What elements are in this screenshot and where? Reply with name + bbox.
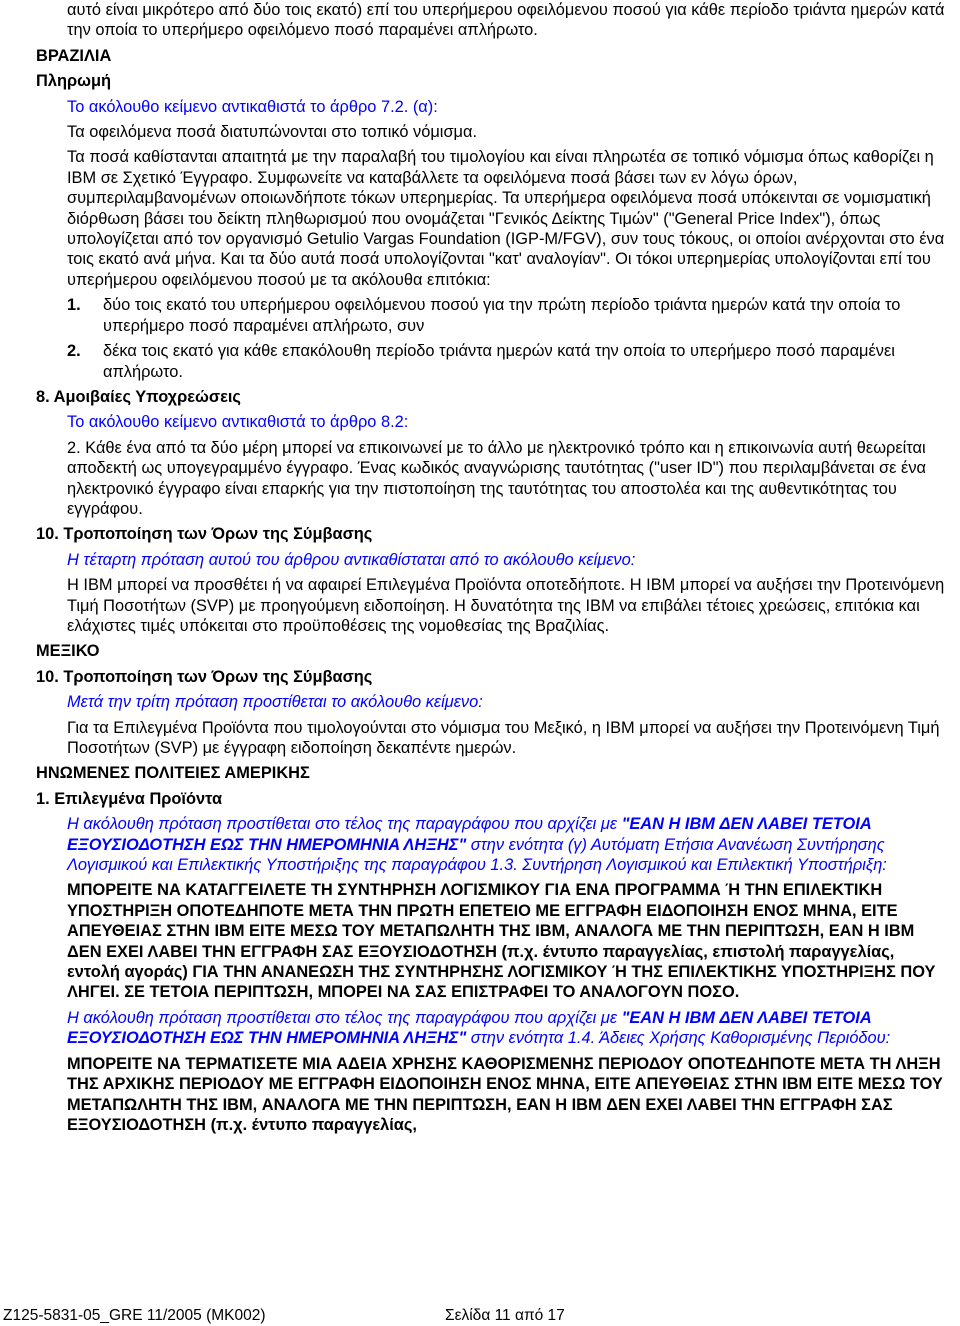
numbered-item	[36, 295, 948, 336]
item-number: 2.	[67, 342, 81, 361]
paragraph: Η IBM μπορεί να προσθέτει ή να αφαιρεί Επιλεγμένα Προϊόντα οποτεδήποτε. Η IBM μπορεί να αυξήσει την Προτεινόμενη Τιμή Ποσοτήτων (SVP) με προηγούμενη ειδοποίηση. Η δυνατότητα της IBM να επιβάλει τέτοιες χρεώσεις, επιτόκια και ελάχιστες τιμές υπόκειται στο προϋποθέσεις της νομοθεσίας της Βραζιλίας.	[67, 576, 945, 635]
document-id: Z125-5831-05_GRE 11/2005 (MK002)	[3, 1307, 266, 1324]
numbered-item	[36, 341, 948, 382]
replacement-note: Το ακόλουθο κείμενο αντικαθιστά το άρθρο 8.2:	[67, 413, 409, 432]
addition-note	[36, 1008, 948, 1049]
note-text: Η ακόλουθη πρόταση προστίθεται στο τέλος της παραγράφου που αρχίζει με	[67, 1008, 622, 1027]
note-text: Η ακόλουθη πρόταση προστίθεται στο τέλος της παραγράφου που αρχίζει με	[67, 815, 622, 834]
item-text: δέκα τοις εκατό για κάθε επακόλουθη περίοδο τριάντα ημερών κατά την οποία το υπερήμερο ποσό παραμένει απλήρωτο.	[103, 342, 895, 381]
note-quote: "ΕΑΝ Η IBM ΔΕΝ ΛΑΒΕΙ ΤΕΤΟΙΑ ΕΞΟΥΣΙΟΔΟΤΗΣΗ ΕΩΣ ΤΗΝ ΗΜΕΡΟΜΗΝΙΑ ΛΗΞΗΣ"	[67, 1008, 872, 1048]
note-text: στην ενότητα (γ) Αυτόματη Ετήσια Ανανέωση Συντήρησης Λογισμικού και Επιλεκτικής Υποστήριξης της παραγράφου 1.3. Συντήρηση Λογισμικού και Επιλεκτική Υποστήριξη:	[67, 835, 887, 875]
country-heading-usa: ΗΝΩΜΕΝΕΣ ΠΟΛΙΤΕΙΕΣ ΑΜΕΡΙΚΗΣ	[36, 764, 310, 783]
addition-note	[36, 814, 948, 875]
replacement-note: Το ακόλουθο κείμενο αντικαθιστά το άρθρο 7.2. (α):	[67, 97, 438, 116]
page-number: Σελίδα 11 από 17	[445, 1307, 565, 1324]
caps-paragraph: ΜΠΟΡΕΙΤΕ ΝΑ ΤΕΡΜΑΤΙΣΕΤΕ ΜΙΑ ΑΔΕΙΑ ΧΡΗΣΗΣ ΚΑΘΟΡΙΣΜΕΝΗΣ ΠΕΡΙΟΔΟΥ ΟΠΟΤΕΔΗΠΟΤΕ ΜΕΤΑ ΤΗ ΛΗΞΗ ΤΗΣ ΑΡΧΙΚΗΣ ΠΕΡΙΟΔΟΥ ΜΕ ΕΓΓΡΑΦΗ ΕΙΔΟΠΟΙΗΣΗ ΕΝΟΣ ΜΗΝΑ, ΕΙΤΕ ΑΠΕΥΘΕΙΑΣ ΣΤΗΝ IBM ΕΙΤΕ ΜΕΣΩ ΤΟΥ ΜΕΤΑΠΩΛΗΤΗ ΤΗΣ IBM, ΑΝΑΛΟΓΑ ΜΕ ΤΗΝ ΠΕΡΙΠΤΩΣΗ, ΕΑΝ Η IBM ΔΕΝ ΕΧΕΙ ΛΑΒΕΙ ΤΗΝ ΕΓΓΡΑΦΗ ΣΑΣ ΕΞΟΥΣΙΟΔΟΤΗΣΗ (π.χ. έντυπο παραγγελίας,	[67, 1054, 943, 1134]
note-quote: "ΕΑΝ Η IBM ΔΕΝ ΛΑΒΕΙ ΤΕΤΟΙΑ ΕΞΟΥΣΙΟΔΟΤΗΣΗ ΕΩΣ ΤΗΝ ΗΜΕΡΟΜΗΝΙΑ ΛΗΞΗΣ"	[67, 815, 872, 854]
item-text: δύο τοις εκατό του υπερήμερου οφειλόμενου ποσού για την πρώτη περίοδο τριάντα ημερών κατά την οποία το υπερήμερο ποσό παραμένει απλήρωτο, συν	[103, 296, 901, 335]
paragraph: Τα οφειλόμενα ποσά διατυπώνονται στο τοπικό νόμισμα.	[67, 123, 478, 142]
addition-note: Μετά την τρίτη πρόταση προστίθεται το ακόλουθο κείμενο:	[67, 693, 483, 712]
section-heading-payment: Πληρωμή	[36, 72, 111, 91]
paragraph: 2. Κάθε ένα από τα δύο μέρη μπορεί να επικοινωνεί με το άλλο με ηλεκτρονικό τρόπο και η επικοινωνία αυτή θεωρείται αποδεκτή ως υπογεγραμμένο έγγραφο. Ένας κωδικός αναγνώρισης ταυτότητας ("user ID") που περιλαμβάνεται σε ένα ηλεκτρονικό έγγραφο είναι επαρκής για την πιστοποίηση της ταυτότητας του αποστολέα και της αυθεντικότητας του εγγράφου.	[67, 438, 927, 518]
page-content	[36, 0, 948, 1140]
paragraph: Τα ποσά καθίστανται απαιτητά με την παραλαβή του τιμολογίου και είναι πληρωτέα σε τοπικό νόμισμα όπως καθορίζει η IBM σε Σχετικό Έγγραφο. Συμφωνείτε να καταβάλλετε τα οφειλόμενα ποσά βάσει των εν λόγω όρων, συμπεριλαμβανομένων οποιωνδήποτε τόκων υπερημερίας. Τα υπερήμερα οφειλόμενα ποσά υπόκεινται σε νομισματική διόρθωση βάσει του δείκτη πληθωρισμού που ονομάζεται "Γενικός Δείκτης Τιμών" ("General Price Index"), όπως υπολογίζεται από τον οργανισμό Getulio Vargas Foundation (IGP-M/FGV), συν τους τόκους, οι οποίοι ανέρχονται στο ένα τοις εκατό ανά μήνα. Και τα δύο αυτά ποσά υπολογίζονται "κατ' αναλογίαν". Οι τόκοι υπερημερίας υπολογίζονται επί του υπερήμερου οφειλόμενου ποσού με τα ακόλουθα επιτόκια:	[67, 148, 945, 289]
country-heading-mexico: ΜΕΞΙΚΟ	[36, 642, 100, 661]
replacement-note: Η τέταρτη πρόταση αυτού του άρθρου αντικαθίσταται από το ακόλουθο κείμενο:	[67, 550, 636, 569]
section-heading-selected-products: 1. Επιλεγμένα Προϊόντα	[36, 789, 223, 808]
section-heading-amendment: 10. Τροποποίηση των Όρων της Σύμβασης	[36, 525, 373, 544]
item-number: 1.	[67, 296, 81, 315]
section-heading-amendment: 10. Τροποποίηση των Όρων της Σύμβασης	[36, 667, 373, 686]
note-text: στην ενότητα 1.4. Άδειες Χρήσης Καθορισμένης Περιόδου:	[466, 1029, 891, 1048]
country-heading-brazil: ΒΡΑΖΙΛΙΑ	[36, 46, 112, 65]
paragraph: Για τα Επιλεγμένα Προϊόντα που τιμολογούνται στο νόμισμα του Μεξικό, η IBM μπορεί να αυξήσει την Προτεινόμενη Τιμή Ποσοτήτων (SVP) με έγγραφη ειδοποίηση δεκαπέντε ημερών.	[67, 718, 940, 757]
section-heading-obligations: 8. Αμοιβαίες Υποχρεώσεις	[36, 387, 241, 406]
intro-paragraph: αυτό είναι μικρότερο από δύο τοις εκατό) επί του υπερήμερου οφειλόμενου ποσού για κάθε περίοδο τριάντα ημερών κατά την οποία το υπερήμερο οφειλόμενο ποσό παραμένει απλήρωτο.	[67, 1, 945, 40]
caps-paragraph: ΜΠΟΡΕΙΤΕ ΝΑ ΚΑΤΑΓΓΕΙΛΕΤΕ ΤΗ ΣΥΝΤΗΡΗΣΗ ΛΟΓΙΣΜΙΚΟΥ ΓΙΑ ΕΝΑ ΠΡΟΓΡΑΜΜΑ Ή ΤΗΝ ΕΠΙΛΕΚΤΙΚΗ ΥΠΟΣΤΗΡΙΞΗ ΟΠΟΤΕΔΗΠΟΤΕ ΜΕΤΑ ΤΗΝ ΠΡΩΤΗ ΕΠΕΤΕΙΟ ΜΕ ΕΓΓΡΑΦΗ ΕΙΔΟΠΟΙΗΣΗ ΕΝΟΣ ΜΗΝΑ, ΕΙΤΕ ΑΠΕΥΘΕΙΑΣ ΣΤΗΝ IBM ΕΙΤΕ ΜΕΣΩ ΤΟΥ ΜΕΤΑΠΩΛΗΤΗ ΤΗΣ IBM, ΑΝΑΛΟΓΑ ΜΕ ΤΗΝ ΠΕΡΙΠΤΩΣΗ, ΕΑΝ Η IBM ΔΕΝ ΕΧΕΙ ΛΑΒΕΙ ΤΗΝ ΕΓΓΡΑΦΗ ΣΑΣ ΕΞΟΥΣΙΟΔΟΤΗΣΗ (π.χ. έντυπο παραγγελίας, επιστολή παραγγελίας, εντολή αγοράς) ΓΙΑ ΤΗΝ ΑΝΑΝΕΩΣΗ ΤΗΣ ΣΥΝΤΗΡΗΣΗΣ ΛΟΓΙΣΜΙΚΟΥ Ή ΤΗΣ ΕΠΙΛΕΚΤΙΚΗΣ ΥΠΟΣΤΗΡΙΞΗΣ ΠΟΥ ΛΗΓΕΙ. ΣΕ ΤΕΤΟΙΑ ΠΕΡΙΠΤΩΣΗ, ΜΠΟΡΕΙ ΝΑ ΣΑΣ ΕΠΙΣΤΡΑΦΕΙ ΤΟ ΑΝΑΛΟΓΟΥΝ ΠΟΣΟ.	[67, 881, 936, 1002]
